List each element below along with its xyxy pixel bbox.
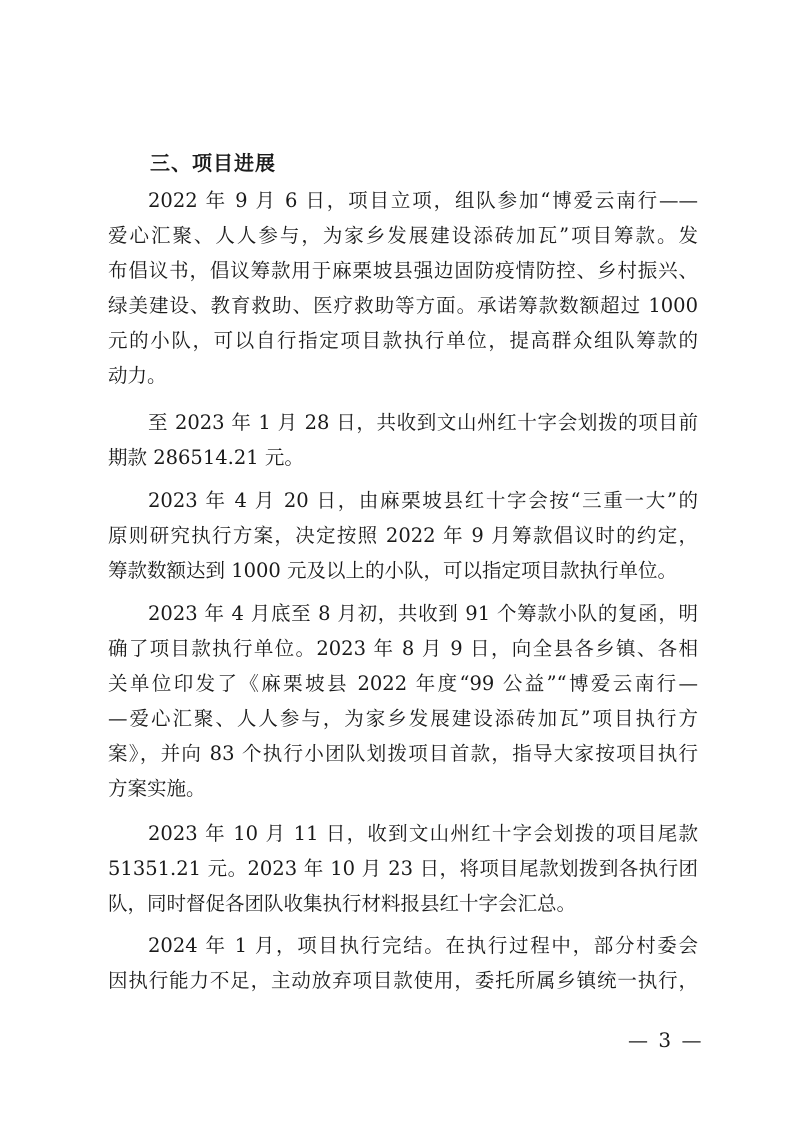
paragraph-4-line-2: 确了项目款执行单位。2023 年 8 月 9 日，向全县各乡镇、各相 <box>108 637 698 660</box>
paragraph-1-line-6: 动力。 <box>108 364 167 387</box>
paragraph-5-line-1: 2023 年 10 月 11 日，收到文山州红十字会划拨的项目尾款 <box>148 822 698 845</box>
paragraph-2-line-2: 期款 286514.21 元。 <box>108 446 304 469</box>
paragraph-4-line-5: 案》，并向 83 个执行小团队划拨项目首款，指导大家按项目执行 <box>108 742 698 765</box>
paragraph-4-line-6: 方案实施。 <box>108 777 206 800</box>
paragraph-4-line-1: 2023 年 4 月底至 8 月初，共收到 91 个筹款小队的复函，明 <box>148 602 698 625</box>
paragraph-6-line-1: 2024 年 1 月，项目执行完结。在执行过程中，部分村委会 <box>148 934 698 957</box>
paragraph-3-line-2: 原则研究执行方案，决定按照 2022 年 9 月筹款倡议时的约定， <box>108 524 698 547</box>
paragraph-3-line-3: 筹款数额达到 1000 元及以上的小队，可以指定项目款执行单位。 <box>108 559 678 582</box>
paragraph-4-line-3: 关单位印发了《麻栗坡县 2022 年度“99 公益”“博爱云南行— <box>108 672 698 695</box>
paragraph-2-line-1: 至 2023 年 1 月 28 日，共收到文山州红十字会划拨的项目前 <box>148 411 698 434</box>
paragraph-1-line-2: 爱心汇聚、人人参与，为家乡发展建设添砖加瓦”项目筹款。发 <box>108 224 698 247</box>
paragraph-1-line-3: 布倡议书，倡议筹款用于麻栗坡县强边固防疫情防控、乡村振兴、 <box>108 259 698 282</box>
paragraph-6-line-2: 因执行能力不足，主动放弃项目款使用，委托所属乡镇统一执行， <box>108 969 698 992</box>
paragraph-5-line-2: 51351.21 元。2023 年 10 月 23 日，将项目尾款划拨到各执行团 <box>108 857 698 880</box>
paragraph-3-line-1: 2023 年 4 月 20 日，由麻栗坡县红十字会按“三重一大”的 <box>148 489 698 512</box>
page-number: — 3 — <box>628 1028 704 1052</box>
paragraph-1-line-5: 元的小队，可以自行指定项目款执行单位，提高群众组队筹款的 <box>108 329 698 352</box>
section-heading: 三、项目进展 <box>150 151 276 175</box>
paragraph-1-line-4: 绿美建设、教育救助、医疗救助等方面。承诺筹款数额超过 1000 <box>108 294 698 317</box>
paragraph-1-line-1: 2022 年 9 月 6 日，项目立项，组队参加“博爱云南行—— <box>148 189 698 212</box>
paragraph-4-line-4: —爱心汇聚、人人参与，为家乡发展建设添砖加瓦”项目执行方 <box>108 707 698 730</box>
paragraph-5-line-3: 队，同时督促各团队收集执行材料报县红十字会汇总。 <box>108 892 577 915</box>
